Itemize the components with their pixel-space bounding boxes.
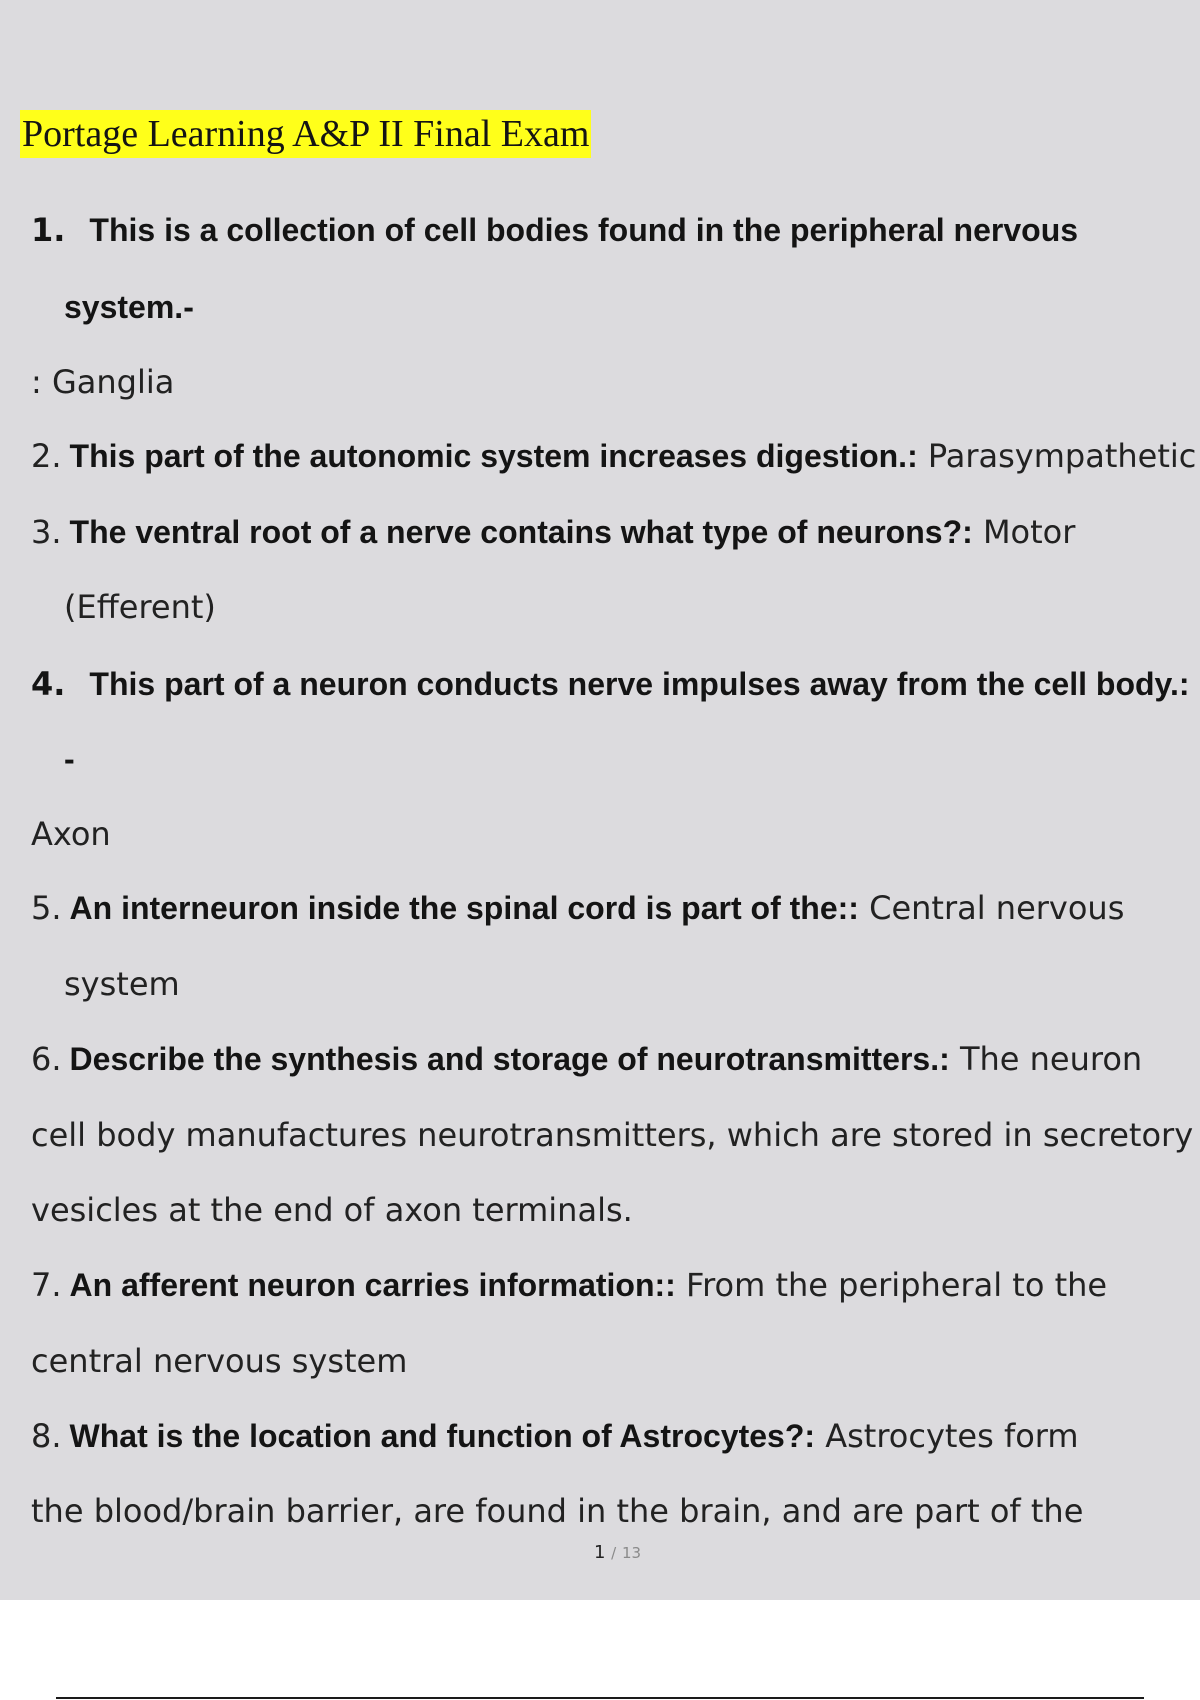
question-number: 1.: [31, 211, 66, 249]
page-break-rule: [56, 1697, 1144, 1699]
question-5: [31, 888, 1124, 928]
question-number: 3.: [31, 513, 62, 551]
question-8: [31, 1416, 1079, 1456]
answer-text: : Ganglia: [31, 363, 175, 401]
answer-5-line-2: [64, 964, 180, 1004]
question-number: 8.: [31, 1417, 62, 1455]
answer-text: cell body manufactures neurotransmitters, which are stored in secretory: [31, 1116, 1194, 1154]
question-number: 5.: [31, 889, 62, 927]
question-text: system.-: [64, 289, 194, 325]
question-text: An afferent neuron carries information::: [69, 1267, 676, 1303]
answer-text: From the peripheral to the: [675, 1266, 1108, 1304]
answer-3-line-2: [64, 587, 216, 627]
question-3: [31, 512, 1075, 552]
question-1-line-2: [64, 287, 194, 327]
page-indicator: [0, 1542, 1200, 1563]
question-text: The ventral root of a nerve contains what type of neurons?:: [69, 514, 973, 550]
question-text: -: [64, 741, 75, 777]
answer-7-line-2: [31, 1341, 407, 1381]
question-6: [31, 1039, 1142, 1079]
answer-text: Axon: [31, 815, 111, 853]
answer-text: Astrocytes form: [815, 1417, 1079, 1455]
question-number: 4.: [31, 665, 66, 703]
answer-6-line-3: [31, 1190, 633, 1230]
question-text: What is the location and function of Astrocytes?:: [69, 1418, 816, 1454]
answer-text: vesicles at the end of axon terminals.: [31, 1191, 633, 1229]
answer-1: [31, 362, 174, 402]
answer-text: central nervous system: [31, 1342, 408, 1380]
question-2: [31, 436, 1196, 476]
question-number: 7.: [31, 1266, 62, 1304]
answer-6-line-2: [31, 1115, 1193, 1155]
answer-8-line-2: [31, 1491, 1083, 1531]
answer-text: Parasympathetic: [917, 437, 1197, 475]
question-number: 2.: [31, 437, 62, 475]
answer-text: Motor: [972, 513, 1076, 551]
answer-text: system: [64, 965, 180, 1003]
document-title: Portage Learning A&P II Final Exam: [20, 110, 591, 158]
question-text: This part of a neuron conducts nerve impulses away from the cell body.:: [89, 666, 1190, 702]
answer-text: (Efferent): [64, 588, 216, 626]
question-text: This part of the autonomic system increases digestion.:: [69, 438, 918, 474]
page-separator: /: [611, 1544, 617, 1562]
current-page: 1: [593, 1542, 606, 1563]
question-7: [31, 1265, 1107, 1305]
answer-text: the blood/brain barrier, are found in the brain, and are part of the: [31, 1492, 1084, 1530]
question-1-line-1: [31, 210, 1078, 250]
question-number: 6.: [31, 1040, 62, 1078]
question-4-line-1: [31, 664, 1190, 704]
answer-text: Central nervous: [858, 889, 1125, 927]
total-pages: 13: [621, 1544, 642, 1562]
question-4-line-2: [64, 739, 75, 779]
answer-4: [31, 814, 111, 854]
question-text: An interneuron inside the spinal cord is part of the::: [69, 890, 859, 926]
answer-text: The neuron: [949, 1040, 1143, 1078]
question-text: This is a collection of cell bodies found in the peripheral nervous: [89, 212, 1079, 248]
question-text: Describe the synthesis and storage of neurotransmitters.:: [69, 1041, 950, 1077]
